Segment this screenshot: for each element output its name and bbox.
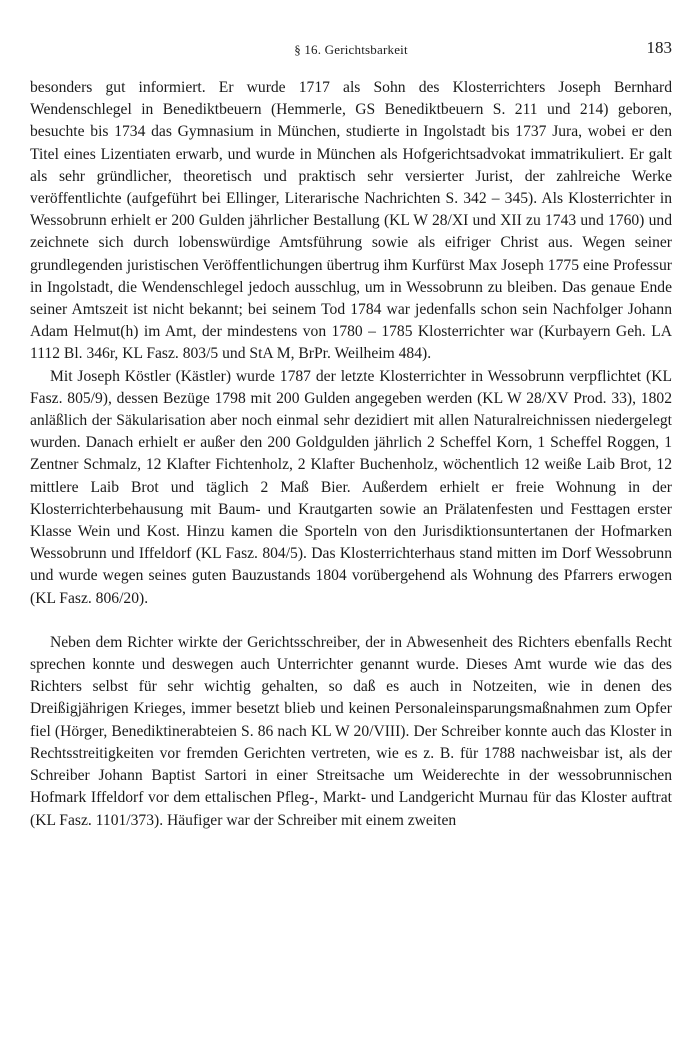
book-page	[30, 0, 672, 1062]
body-text	[30, 77, 672, 832]
paragraph-gerichtsschreiber: Neben dem Richter wirkte der Gerichtsschreiber, der in Abwesenheit des Richters ebenfalls Recht sprechen konnte und deswegen auch Unterrichter genannt wurde. Dieses Amt wurde wie das des Richters selbst für sehr wichtig gehalten, so daß es auch in Notzeiten, wie in denen des Dreißigjährigen Krieges, immer besetzt blieb und keinen Personaleinsparungsmaßnahmen zum Opfer fiel (Hörger, Benediktinerabteien S. 86 nach KL W 20/VIII). Der Schreiber konnte auch das Kloster in Rechtsstreitigkeiten vor fremden Gerichten vertreten, wie es z. B. für 1788 nachweisbar ist, als der Schreiber Johann Baptist Sartori in einer Streitsache um Weiderechte in der wessobrunnischen Hofmark Iffeldorf vor dem ettalischen Pfleg-, Markt- und Landgericht Murnau für das Kloster auftrat (KL Fasz. 1101/373). Häufiger war der Schreiber mit einem zweiten	[30, 633, 672, 829]
running-title: § 16. Gerichtsbarkeit	[294, 42, 408, 57]
running-head	[30, 38, 672, 62]
paragraph-wendenschlegel: besonders gut informiert. Er wurde 1717 als Sohn des Klosterrichters Joseph Bernhard Wendenschlegel in Benediktbeuern (Hemmerle, GS Benediktbeuern S. 211 und 214) geboren, besuchte bis 1734 das Gymnasium in München, studierte in Ingolstadt bis 1737 Jura, wobei er den Titel eines Lizentiaten erwarb, und wurde in München als Hofgerichtsadvokat immatrikuliert. Er galt als sehr gründlicher, theoretisch und praktisch sehr versierter Jurist, der zahlreiche Werke veröffentlichte (aufgeführt bei Ellinger, Literarische Nachrichten S. 342 – 345). Als Klosterrichter in Wessobrunn erhielt er 200 Gulden jährlicher Bestallung (KL W 28/XI und XII zu 1743 und 1760) und zeichnete sich durch lobenswürdige Amtsführung sowie als eifriger Christ aus. Wegen seiner grundlegenden juristischen Veröffentlichungen übertrug ihm Kurfürst Max Joseph 1775 eine Professur in Ingolstadt, die Wendenschlegel jedoch ausschlug, um in Wessobrunn zu bleiben. Das genaue Ende seiner Amtszeit ist nicht bekannt; bei seinem Tod 1784 war jedenfalls schon sein Nachfolger Johann Adam Helmut(h) im Amt, der mindestens von 1780 – 1785 Klosterrichter war (Kurbayern Geh. LA 1112 Bl. 346r, KL Fasz. 803/5 und StA M, BrPr. Weilheim 484).	[30, 79, 672, 363]
paragraph-koestler: Mit Joseph Köstler (Kästler) wurde 1787 der letzte Klosterrichter in Wessobrunn verpflichtet (KL Fasz. 805/9), dessen Bezüge 1798 mit 200 Gulden angegeben werden (KL W 28/XV Prod. 33), 1802 anläßlich der Säkularisation aber noch einmal sehr dezidiert mit allen Naturalreichnissen niedergelegt wurden. Danach erhielt er außer den 200 Goldgulden jährlich 2 Scheffel Korn, 1 Scheffel Roggen, 1 Zentner Schmalz, 12 Klafter Fichtenholz, 2 Klafter Buchenholz, wöchentlich 12 weiße Laib Brot, 12 mittlere Laib Brot und täglich 2 Maß Bier. Außerdem erhielt er freie Wohnung in der Klosterrichterbehausung mit Baum- und Krautgarten sowie an Prälatenfesten und Festtagen erster Klasse Wein und Kost. Hinzu kamen die Sporteln von den Jurisdiktionsuntertanen der Hofmarken Wessobrunn und Iffeldorf (KL Fasz. 804/5). Das Klosterrichterhaus stand mitten im Dorf Wessobrunn und wurde wegen seines guten Bauzustands 1804 vorübergehend als Wohnung des Pfarrers erwogen (KL Fasz. 806/20).	[30, 367, 672, 607]
page-number: 183	[646, 38, 672, 57]
